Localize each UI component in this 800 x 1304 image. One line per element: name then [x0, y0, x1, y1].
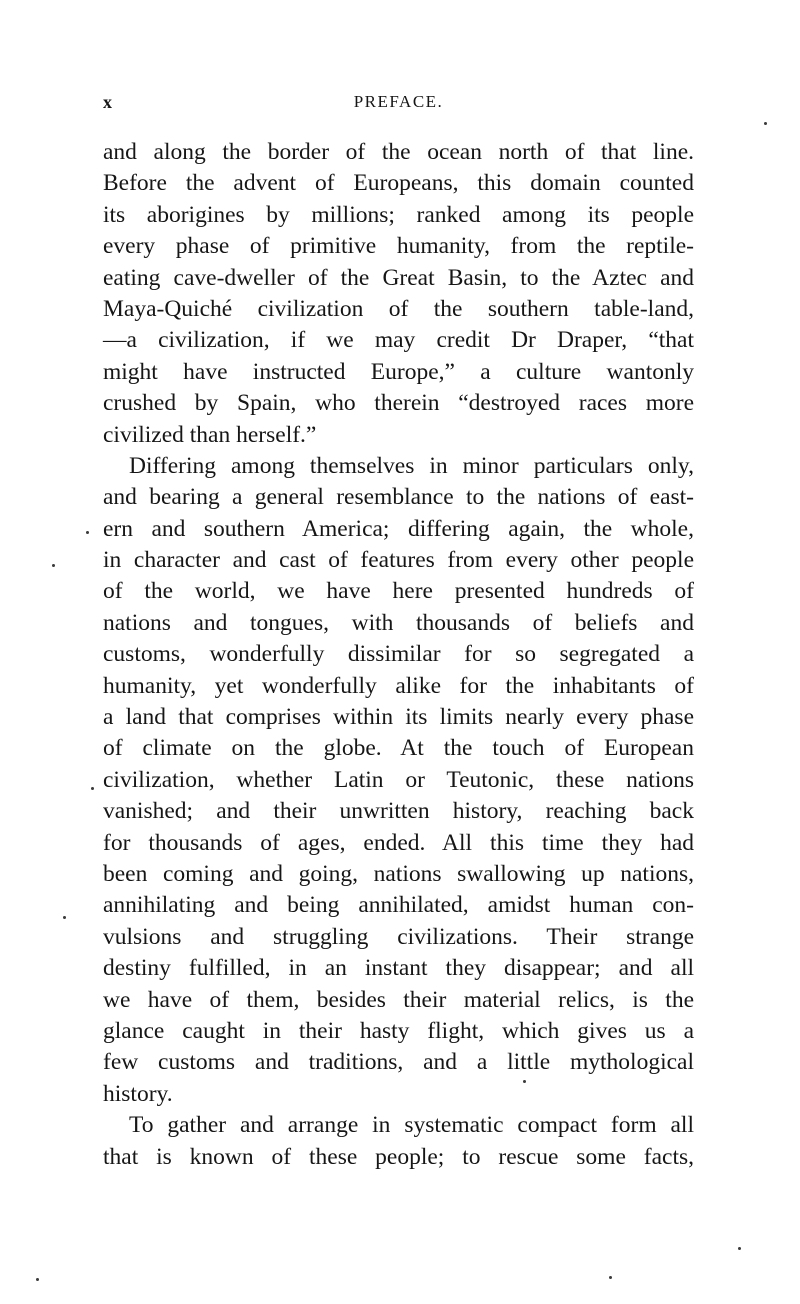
paragraph-first-line: Differing among themselves in minor particulars only,	[129, 452, 694, 479]
text-line: crushed by Spain, who therein “destroyed races more	[103, 390, 694, 417]
text-line: vulsions and struggling civilizations. Their strange	[103, 923, 694, 950]
text-line: glance caught in their hasty flight, which gives us a	[103, 1017, 694, 1044]
print-speck	[63, 916, 66, 919]
text-line: and bearing a general resemblance to the nations of east-	[103, 484, 694, 511]
print-speck	[91, 787, 94, 790]
text-line: nations and tongues, with thousands of beliefs and	[103, 609, 694, 636]
text-line: that is known of these people; to rescue some facts,	[103, 1143, 694, 1170]
text-line: ern and southern America; differing again, the whole,	[103, 515, 694, 542]
text-line: for thousands of ages, ended. All this time they had	[103, 829, 694, 856]
print-speck	[738, 1247, 741, 1250]
running-head	[103, 92, 694, 120]
print-speck	[764, 122, 767, 125]
print-speck	[609, 1276, 612, 1279]
text-line: been coming and going, nations swallowing up nations,	[103, 860, 694, 887]
text-line: few customs and traditions, and a little mythological	[103, 1049, 694, 1076]
text-line: of climate on the globe. At the touch of European	[103, 735, 694, 762]
text-line: in character and cast of features from every other people	[103, 547, 694, 574]
text-line: Before the advent of Europeans, this domain counted	[103, 170, 694, 197]
text-line: customs, wonderfully dissimilar for so segregated a	[103, 641, 694, 668]
text-line: vanished; and their unwritten history, reaching back	[103, 798, 694, 825]
text-line: civilization, whether Latin or Teutonic, these nations	[103, 766, 694, 793]
page-number: x	[103, 92, 112, 112]
body-text	[103, 137, 694, 1173]
text-line: eating cave-dweller of the Great Basin, to the Aztec and	[103, 264, 694, 291]
paragraph-end-line: civilized than herself.”	[103, 421, 317, 448]
print-speck	[86, 531, 89, 534]
text-line: and along the border of the ocean north of that line.	[103, 139, 694, 165]
text-line: we have of them, besides their material relics, is the	[103, 986, 694, 1013]
text-line: —a civilization, if we may credit Dr Draper, “that	[103, 327, 694, 354]
text-line: a land that comprises within its limits nearly every phase	[103, 704, 694, 731]
paragraph-end-line: history.	[103, 1080, 173, 1107]
text-line: humanity, yet wonderfully alike for the inhabitants of	[103, 672, 694, 699]
text-line: every phase of primitive humanity, from the reptile-	[103, 233, 694, 260]
print-speck	[523, 1080, 526, 1083]
text-line: Maya-Quiché civilization of the southern table-land,	[103, 295, 694, 322]
text-line: destiny fulfilled, in an instant they disappear; and all	[103, 955, 694, 982]
text-line: might have instructed Europe,” a culture wantonly	[103, 358, 694, 385]
text-line: of the world, we have here presented hundreds of	[103, 578, 694, 605]
text-line: its aborigines by millions; ranked among its people	[103, 201, 694, 228]
paragraph-first-line: To gather and arrange in systematic compact form all	[129, 1112, 694, 1139]
running-title: PREFACE.	[353, 92, 444, 111]
print-speck	[52, 564, 55, 567]
print-speck	[36, 1278, 39, 1281]
text-line: annihilating and being annihilated, amidst human con-	[103, 892, 694, 919]
